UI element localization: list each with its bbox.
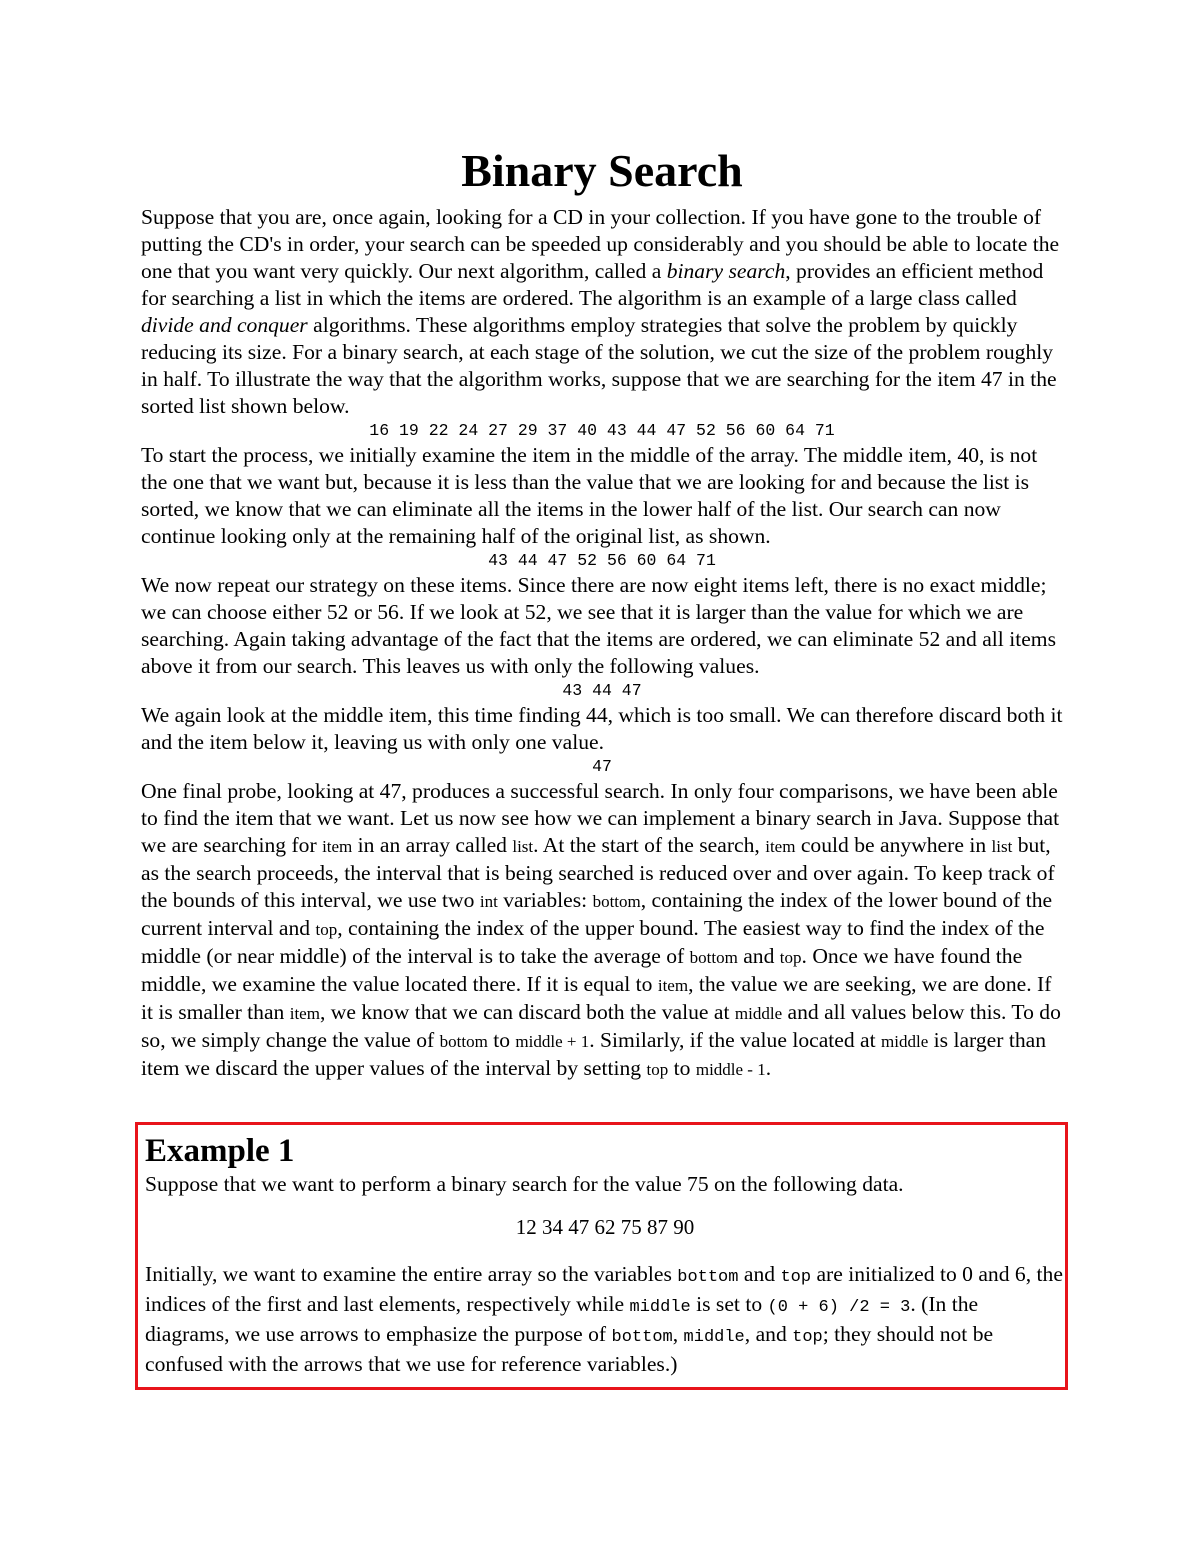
code-list: list (991, 837, 1013, 856)
example-text: , and (744, 1322, 793, 1346)
intro-paragraph (141, 204, 1063, 420)
p5-text: , containing the index of the lower bound of the current interval and (141, 888, 1053, 940)
code-bottom: bottom (677, 1268, 739, 1287)
p5-text: could be anywhere in (795, 833, 992, 857)
intro-text-2: , provides an efficient method for searching a list in which the items are ordered. The algorithm is an example of a large class called (141, 259, 1044, 310)
p5-text: , containing the index of the upper bound. The easiest way to find the index of the middle (or near middle) of the interval is to take the average of (141, 916, 1045, 968)
example-text: ; they should not be confused with the arrows that we use for reference variables.) (145, 1322, 994, 1376)
p5-text: . Similarly, if the value located at (589, 1028, 882, 1052)
sorted-list-full: 16 19 22 24 27 29 37 40 43 44 47 52 56 60 64 71 (369, 421, 835, 440)
p5-text: . At the start of the search, (533, 833, 766, 857)
code-top: top (780, 1268, 812, 1287)
term-binary-search: binary search (666, 259, 786, 283)
code-top: top (315, 920, 338, 939)
p5-text: and (737, 944, 780, 968)
intro-text-1: Suppose that you are, once again, looking for a CD in your collection. If you have gone to the trouble of putting the CD's in order, your search can be speeded up considerably and you should be able to locate the one that you want very quickly. Our next algorithm, called a (141, 205, 1060, 283)
paragraph-4: We again look at the middle item, this time finding 44, which is too small. We can therefore discard both it and the item below it, leaving us with only one value. (141, 703, 1063, 754)
p5-text: variables: (497, 888, 593, 912)
example-text: . (In the diagrams, we use arrows to emphasize the purpose of (145, 1292, 979, 1346)
code-int: int (479, 892, 498, 911)
code-item: item (765, 837, 796, 856)
p5-text: , we know that we can discard both the value at (319, 1000, 735, 1024)
p5-text: in an array called (352, 833, 513, 857)
code-middle: middle (734, 1004, 783, 1023)
code-item: item (289, 1004, 320, 1023)
example-box (135, 1122, 1068, 1390)
page-title: Binary Search (461, 145, 743, 196)
example-text: Initially, we want to examine the entire array so the variables (145, 1262, 678, 1286)
code-top: top (779, 948, 802, 967)
code-middle: middle (629, 1298, 691, 1317)
sorted-list-single: 47 (592, 757, 612, 776)
code-top: top (792, 1328, 823, 1347)
p5-text: . Once we have found the middle, we examine the value located there. If it is equal to (141, 944, 1023, 996)
p5-text: to (668, 1056, 696, 1080)
paragraph-5 (141, 778, 1063, 1083)
example-text: are initialized to 0 and 6, the indices of the first and last elements, respectively while (145, 1262, 1063, 1316)
intro-text-3: algorithms. These algorithms employ strategies that solve the problem by quickly reducing its size. For a binary search, at each stage of the solution, we cut the size of the problem roughly in half. To illustrate the way that the algorithm works, suppose that we are searching for the item 47 in the sorted list shown below. (141, 313, 1057, 418)
p5-text: but, as the search proceeds, the interval that is being searched is reduced over and over again. To keep track of the bounds of this interval, we use two (141, 833, 1055, 912)
code-middle-minus-1: middle - 1 (695, 1060, 766, 1079)
term-divide-and-conquer: divide and conquer (141, 313, 308, 337)
p5-text: and all values below this. To do so, we simply change the value of (141, 1000, 1061, 1052)
code-top: top (646, 1060, 669, 1079)
sorted-list-half: 43 44 47 52 56 60 64 71 (488, 551, 716, 570)
example-text: is set to (690, 1292, 768, 1316)
code-item: item (657, 976, 689, 995)
p5-text: , the value we are seeking, we are done. If it is smaller than (141, 972, 1052, 1024)
sorted-list-quarter: 43 44 47 (562, 681, 642, 700)
code-middle: middle (683, 1328, 745, 1347)
document-body (141, 138, 1063, 1083)
example-intro: Suppose that we want to perform a binary search for the value 75 on the following data. (145, 1172, 904, 1196)
code-bottom: bottom (611, 1328, 673, 1347)
paragraph-2: To start the process, we initially examine the item in the middle of the array. The middle item, 40, is not the one that we want but, because it is less than the value that we are looking for and because the list is sorted, we know that we can eliminate all the items in the lower half of the list. Our search can now continue looking only at the remaining half of the original list, as shown. (141, 443, 1038, 548)
code-bottom: bottom (592, 892, 641, 911)
p5-text: is larger than item we discard the upper values of the interval by setting (141, 1028, 1046, 1080)
p5-text: One final probe, looking at 47, produces a successful search. In only four comparisons, we have been able to find the item that we want. Let us now see how we can implement a binary search in Java. Suppose that we are searching for (141, 779, 1060, 857)
paragraph-3: We now repeat our strategy on these items. Since there are now eight items left, there is no exact middle; we can choose either 52 or 56. If we look at 52, we see that it is larger than the value for which we are searching. Again taking advantage of the fact that the items are ordered, we can eliminate 52 and all items above it from our search. This leaves us with only the following values. (141, 573, 1056, 678)
p5-text: to (487, 1028, 516, 1052)
example-text: , (672, 1322, 684, 1346)
example-paragraph (145, 1261, 1065, 1378)
example-data: 12 34 47 62 75 87 90 (515, 1215, 695, 1239)
code-bottom: bottom (689, 948, 738, 967)
code-bottom: bottom (439, 1032, 488, 1051)
code-middle-expression: (0 + 6) /2 = 3 (767, 1298, 911, 1317)
code-list: list (512, 837, 534, 856)
code-middle: middle (881, 1032, 929, 1051)
p5-text: . (765, 1056, 772, 1080)
example-text: and (738, 1262, 781, 1286)
code-item: item (322, 837, 353, 856)
example-heading: Example 1 (145, 1133, 295, 1169)
code-middle-plus-1: middle + 1 (515, 1032, 590, 1051)
